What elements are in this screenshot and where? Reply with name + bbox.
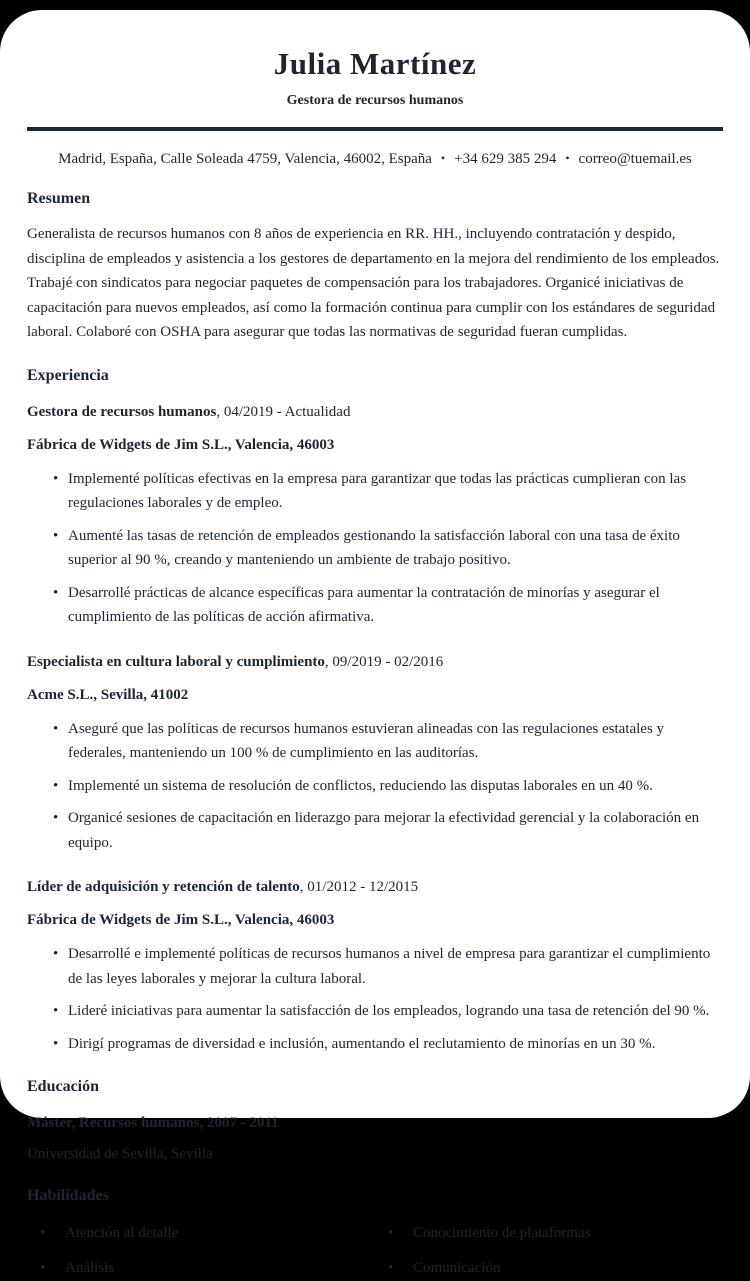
education-school: Universidad de Sevilla, Sevilla bbox=[27, 1146, 213, 1162]
job-bullet-list bbox=[53, 717, 723, 856]
job-bullet-list bbox=[53, 467, 723, 630]
job-entry bbox=[27, 651, 723, 856]
contact-address: Madrid, España, Calle Soleada 4759, Valencia, 46002, España bbox=[58, 151, 432, 167]
job-bullet: • Implementé un sistema de resolución de conflictos, reduciendo las disputas laborales en un 40 %. bbox=[53, 774, 723, 799]
job-bullet: • Implementé políticas efectivas en la empresa para garantizar que todas las prácticas cumplieran con las regulaciones laborales y de empleo. bbox=[53, 467, 723, 516]
skill-item: • Análisis bbox=[27, 1256, 375, 1281]
section-heading-resumen: Resumen bbox=[27, 190, 91, 207]
candidate-name: Julia Martínez bbox=[273, 46, 477, 81]
header-divider bbox=[27, 127, 723, 131]
skill-item: • Comunicación bbox=[375, 1256, 723, 1281]
job-title-line bbox=[27, 651, 723, 673]
contact-separator-icon: • bbox=[440, 151, 446, 165]
skill-item: • Atención al detalle bbox=[27, 1221, 375, 1246]
job-bullet: • Organicé sesiones de capacitación en liderazgo para mejorar la efectividad gerencial y la colaboración en equipo. bbox=[53, 806, 723, 855]
section-heading-experiencia: Experiencia bbox=[27, 366, 109, 384]
job-bullet: • Dirigí programas de diversidad e inclusión, aumentando el reclutamiento de minorías en un 30 %. bbox=[53, 1032, 723, 1057]
job-title: Especialista en cultura laboral y cumplimiento bbox=[27, 653, 325, 670]
skill-item: • Conocimiento de plataformas bbox=[375, 1221, 723, 1246]
job-bullet: • Aseguré que las políticas de recursos humanos estuvieran alineadas con las regulaciones estatales y federales, manteniendo un 100 % de cumplimiento en las auditorías. bbox=[53, 717, 723, 766]
section-heading-educacion: Educación bbox=[27, 1078, 100, 1095]
job-title: Gestora de recursos humanos bbox=[27, 403, 217, 420]
job-bullet-list bbox=[53, 942, 723, 1056]
contact-phone: +34 629 385 294 bbox=[454, 151, 557, 167]
job-title-line bbox=[27, 876, 723, 898]
job-bullet: • Desarrollé prácticas de alcance específicas para aumentar la contratación de minorías y asegurar el cumplimiento de las políticas de acción afirmativa. bbox=[53, 581, 723, 630]
job-entry bbox=[27, 401, 723, 630]
job-dates: , 01/2012 - 12/2015 bbox=[299, 879, 419, 895]
job-dates: , 04/2019 - Actualidad bbox=[216, 403, 351, 420]
resume-page bbox=[0, 10, 750, 1276]
job-dates: , 09/2019 - 02/2016 bbox=[324, 653, 444, 670]
candidate-job-title: Gestora de recursos humanos bbox=[286, 93, 464, 108]
contact-email: correo@tuemail.es bbox=[578, 151, 692, 167]
job-bullet: • Aumenté las tasas de retención de empleados gestionando la satisfacción laboral con una tasa de éxito superior al 90 %, creando y manteniendo un ambiente de trabajo positivo. bbox=[53, 524, 723, 573]
job-title: Líder de adquisición y retención de talento bbox=[27, 879, 300, 895]
job-company: Fábrica de Widgets de Jim S.L., Valencia, 46003 bbox=[27, 912, 335, 928]
job-company: Fábrica de Widgets de Jim S.L., Valencia, 46003 bbox=[27, 436, 335, 453]
job-entry bbox=[27, 876, 723, 1056]
job-bullet: • Lideré iniciativas para aumentar la satisfacción de los empleados, logrando una tasa de retención del 90 %. bbox=[53, 999, 723, 1024]
contact-separator-icon: • bbox=[565, 151, 570, 165]
job-company: Acme S.L., Sevilla, 41002 bbox=[27, 686, 189, 703]
summary-text: Generalista de recursos humanos con 8 años de experiencia en RR. HH., incluyendo contratación y despido, disciplina de empleados y asistencia a los gestores de departamento en la mejora del rendimiento de los empleados. Trabajé con sindicatos para negociar paquetes de compensación para los trabajadores. Organicé iniciativas de capacitación para nuevos empleados, así como la formación continua para cumplir con los estándares de seguridad laboral. Colaboré con OSHA para asegurar que todas las normativas de seguridad fueran cumplidas. bbox=[27, 226, 720, 340]
job-title-line bbox=[27, 401, 723, 423]
contact-line bbox=[27, 151, 723, 168]
education-degree: Máster, Recursos humanos, 2007 - 2011 bbox=[27, 1115, 279, 1131]
skills-list bbox=[27, 1221, 723, 1281]
section-heading-habilidades: Habilidades bbox=[27, 1187, 109, 1204]
job-bullet: • Desarrollé e implementé políticas de recursos humanos a nivel de empresa para garantizar el cumplimiento de las leyes laborales y mejorar la cultura laboral. bbox=[53, 942, 723, 991]
